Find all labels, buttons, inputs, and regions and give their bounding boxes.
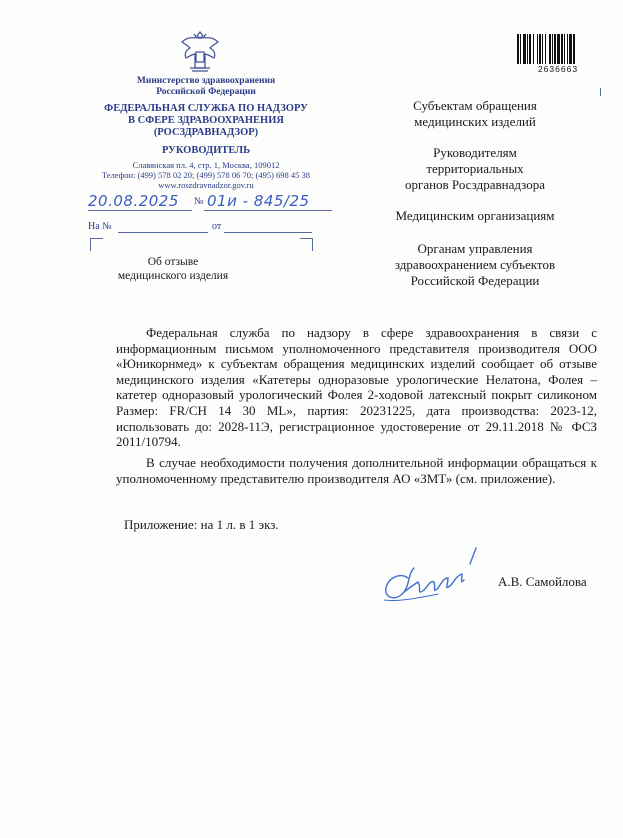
recipient-2: Руководителям территориальных органов Росздравнадзора	[404, 145, 546, 192]
appendix-note: Приложение: на 1 л. в 1 экз.	[124, 517, 279, 532]
barcode-bar	[575, 34, 576, 64]
position-title: РУКОВОДИТЕЛЬ	[161, 145, 251, 156]
coat-of-arms-icon	[176, 28, 224, 74]
subject-corner-left	[90, 238, 103, 251]
number-line	[204, 210, 332, 211]
letter-subject: Об отзыве медицинского изделия	[117, 256, 229, 282]
signatory-name: А.В. Самойлова	[498, 574, 587, 589]
ref-date-label: от	[212, 221, 222, 232]
ref-number-line	[118, 232, 208, 233]
barcode-number: 2636663	[537, 64, 579, 74]
ref-number-label: На №	[88, 221, 112, 232]
recipient-corner-left	[344, 88, 356, 100]
address-block: Славянская пл. 4, стр. 1, Москва, 109012 Телефон: (499) 578 02 20; (499) 578 06 70; (495) 698 45 38 www.roszdravnadzor.gov.ru	[101, 160, 311, 190]
subject-corner-right	[300, 238, 313, 251]
body-paragraph-2: В случае необходимости получения дополнительной информации обращаться к уполномоченному представителю производителя АО «ЗМТ» (см. приложение).	[116, 455, 597, 486]
recipient-3: Медицинским организациям	[395, 208, 555, 223]
registration-number: 01и - 845/25	[207, 192, 310, 210]
number-sign: №	[194, 196, 204, 207]
ref-date-line	[224, 232, 312, 233]
recipient-1: Субъектам обращения медицинских изделий	[413, 98, 537, 129]
body-paragraph-1: Федеральная служба по надзору в сфере здравоохранения в связи с информационным письмом уполномоченного представителя производителя ООО «Юникорнмед» к субъектам обращения медицинских изделий сообщает об отзыве медицинского изделия «Катетеры одноразовые урологические Нелатона, Фолея – катетер одноразовый урологический Фолея 2-ходовой латексный покрыт силиконом Размер: FR/CH 14 30 ML», партия: 20231225, дата производства: 2023-12, использовать до: 2028-11Э, регистрационное удостоверение от 29.11.2018 № ФСЗ 2011/10794.	[116, 325, 597, 450]
handwritten-signature	[378, 538, 498, 614]
ministry-name: Министерство здравоохранения Российской Федерации	[136, 76, 276, 97]
recipient-4: Органам управления здравоохранением субъектов Российской Федерации	[394, 241, 556, 288]
service-name: ФЕДЕРАЛЬНАЯ СЛУЖБА ПО НАДЗОРУ В СФЕРЕ ЗДРАВООХРАНЕНИЯ (РОСЗДРАВНАДЗОР)	[104, 103, 308, 138]
registration-date: 20.08.2025	[88, 192, 179, 210]
barcode	[517, 34, 597, 64]
recipient-corner-right	[588, 88, 601, 96]
date-line	[88, 210, 192, 211]
